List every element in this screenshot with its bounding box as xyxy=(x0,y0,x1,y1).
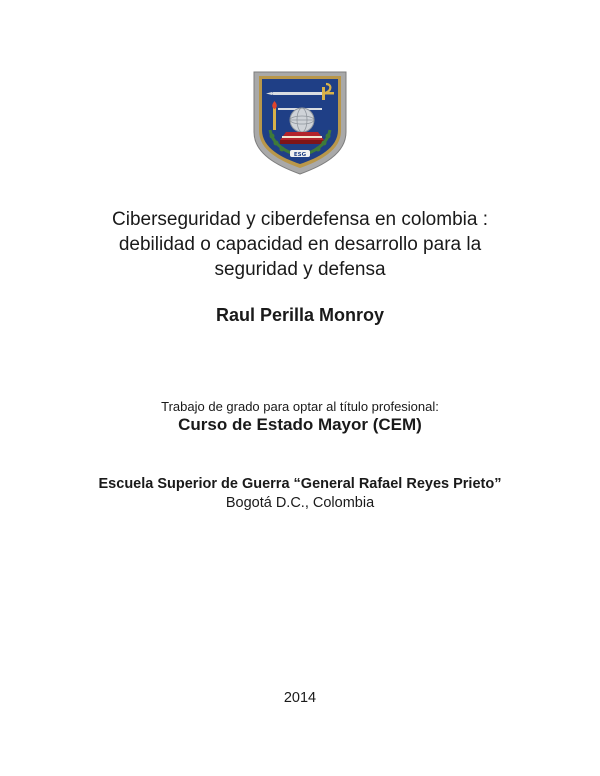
thesis-title-line-3: seguridad y defensa xyxy=(214,259,386,280)
svg-text:ESG: ESG xyxy=(293,152,307,158)
author-name: Raul Perilla Monroy xyxy=(215,305,385,325)
thesis-title xyxy=(0,207,600,282)
degree-name: Curso de Estado Mayor (CEM) xyxy=(178,415,422,434)
institution-name: Escuela Superior de Guerra “General Rafael Reyes Prieto” xyxy=(98,476,502,492)
institution-city: Bogotá D.C., Colombia xyxy=(225,495,375,511)
degree-intro-text: Trabajo de grado para optar al título profesional: xyxy=(161,399,439,414)
thesis-title-line-1: Ciberseguridad y ciberdefensa en colombia : xyxy=(112,209,488,230)
military-school-crest-icon xyxy=(252,70,348,176)
publication-year: 2014 xyxy=(283,690,317,706)
thesis-title-line-2: debilidad o capacidad en desarrollo para la xyxy=(118,234,482,255)
